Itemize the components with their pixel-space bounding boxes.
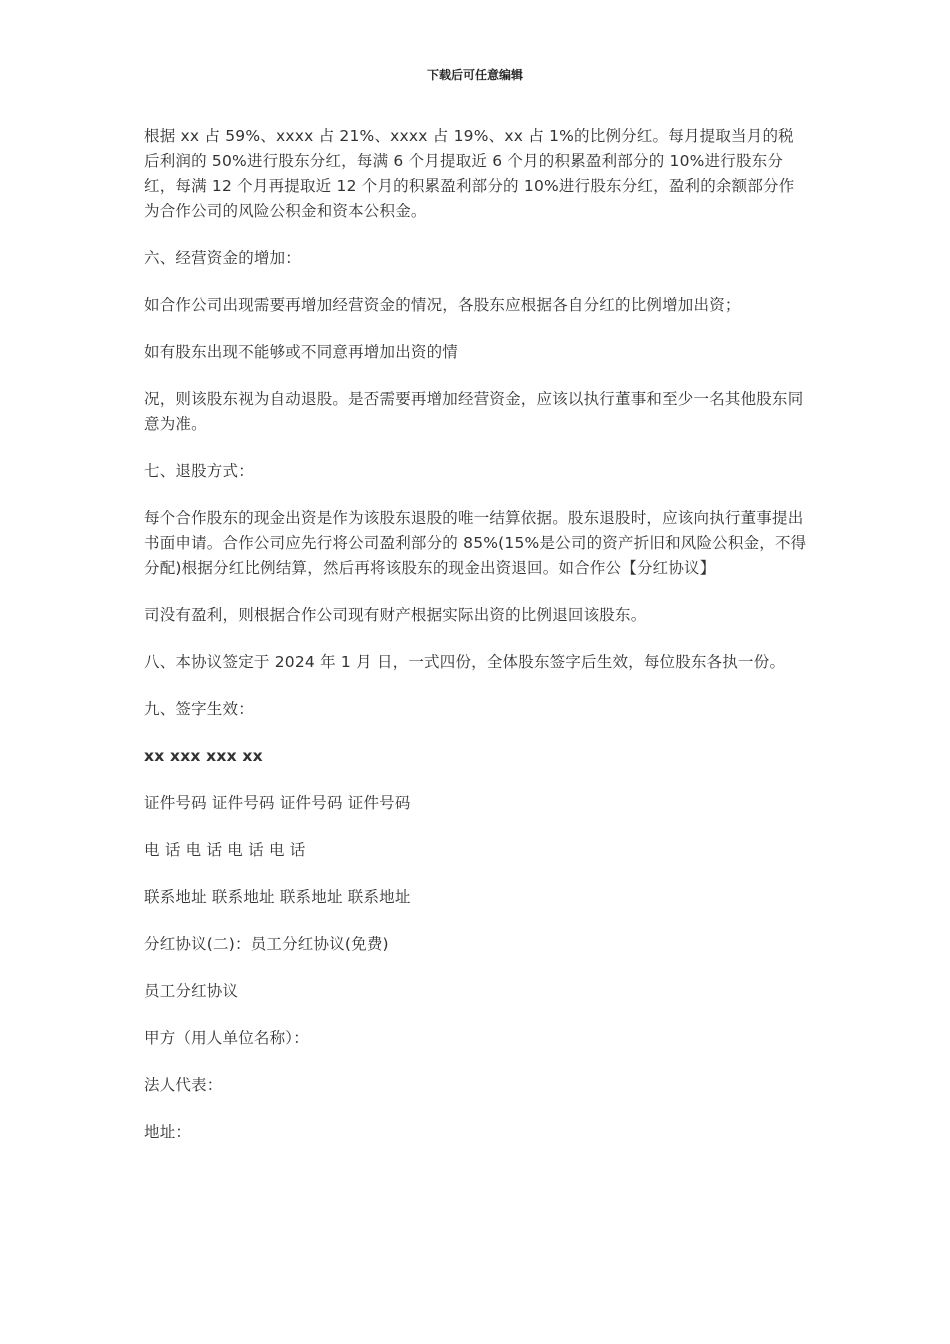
capital-increase-exception-line: 如有股东出现不能够或不同意再增加出资的情 — [144, 343, 459, 361]
capital-increase-paragraph: 如合作公司出现需要再增加经营资金的情况，各股东应根据各自分红的比例增加出资； — [144, 296, 741, 314]
auto-withdrawal-paragraph: 况，则该股东视为自动退股。是否需要再增加经营资金，应该以执行董事和至少一名其他股东同意为准。 — [144, 390, 804, 433]
section-heading-capital-increase: 六、经营资金的增加： — [144, 249, 302, 267]
page-header-note: 下载后可任意编辑 — [426, 68, 523, 82]
section-heading-signature: 九、签字生效： — [144, 700, 254, 718]
withdrawal-paragraph: 每个合作股东的现金出资是作为该股东退股的唯一结算依据。股东退股时，应该向执行董事提出书面申请。合作公司应先行将公司盈利部分的 85%(15%是公司的资产折旧和风险公积金，不得分配)根据分红比例结算，然后再将该股东的现金出资退回。如合作公【分红协议】 — [144, 509, 807, 577]
agreement-two-title: 分红协议(二)：员工分红协议(免费) — [144, 935, 389, 953]
section-heading-withdrawal: 七、退股方式： — [144, 462, 254, 480]
address-row: 联系地址 联系地址 联系地址 联系地址 — [144, 888, 411, 906]
address-label: 地址： — [144, 1123, 192, 1141]
employee-agreement-title: 员工分红协议 — [144, 982, 239, 1000]
phone-row: 电 话 电 话 电 话 电 话 — [144, 841, 306, 859]
legal-representative-label: 法人代表： — [144, 1076, 223, 1094]
party-a-label: 甲方（用人单位名称）： — [144, 1029, 309, 1047]
signing-date-paragraph: 八、本协议签定于 2024 年 1 月 日，一式四份，全体股东签字后生效，每位股东各执一份。 — [144, 653, 786, 671]
id-number-row: 证件号码 证件号码 证件号码 证件号码 — [144, 794, 411, 812]
signatory-names: xx xxx xxx xx — [144, 747, 263, 765]
profit-distribution-paragraph: 根据 xx 占 59%、xxxx 占 21%、xxxx 占 19%、xx 占 1%的比例分红。每月提取当月的税后利润的 50%进行股东分红，每满 6 个月提取近 6 个月的积累盈利部分的 10%进行股东分红，每满 12 个月再提取近 12 个月的积累盈利部分的 10%进行股东分红，盈利的余额部分作为合作公司的风险公积金和资本公积金。 — [144, 127, 795, 220]
document-body — [144, 124, 809, 1167]
no-profit-paragraph: 司没有盈利，则根据合作公司现有财产根据实际出资的比例退回该股东。 — [144, 606, 647, 624]
